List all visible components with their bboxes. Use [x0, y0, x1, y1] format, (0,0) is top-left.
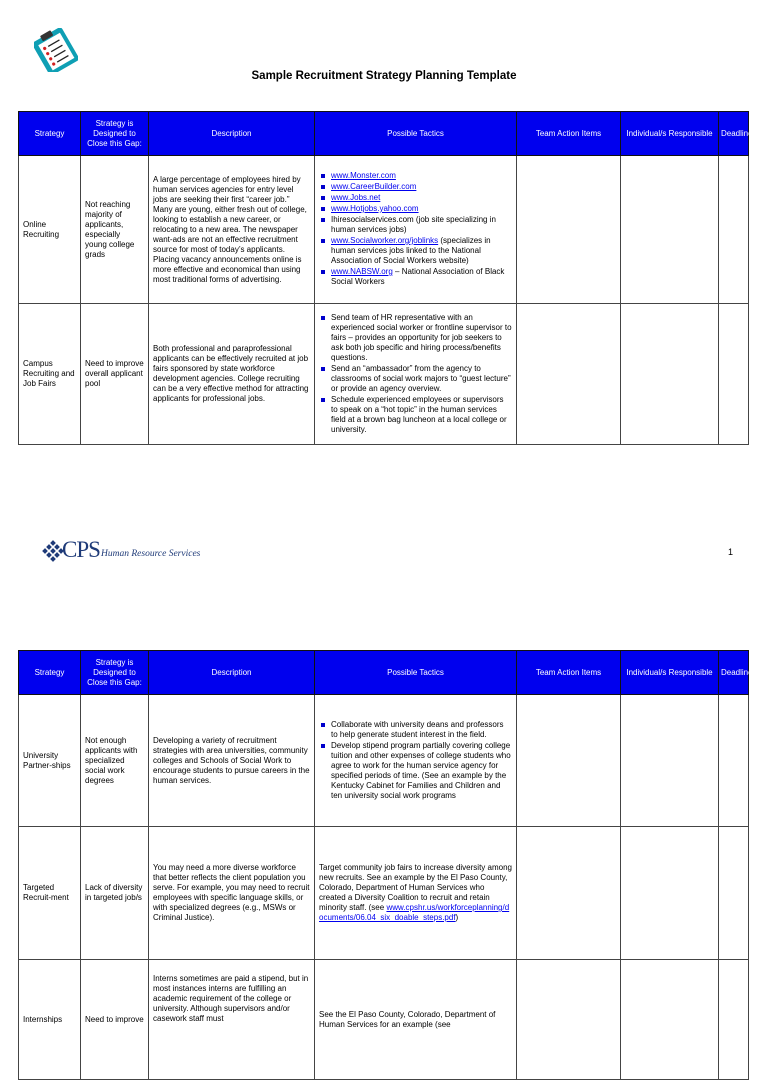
gap-cell: Need to improve	[81, 960, 149, 1080]
tactics-list	[319, 720, 512, 801]
list-item: Schedule experienced employees or supervisors to speak on a “hot topic” in the human services field at a brown bag luncheon at a local college or university.	[319, 395, 512, 435]
header-tactics: Possible Tactics	[315, 112, 517, 156]
tactics-cell	[315, 156, 517, 304]
tactics-list	[319, 313, 512, 435]
description-cell: Developing a variety of recruitment strategies with area universities, community colleges and Schools of Social Work to encourage students to pursue careers in the human services.	[149, 695, 315, 827]
header-team-action-items: Team Action Items	[517, 112, 621, 156]
list-item	[319, 236, 512, 266]
header-individuals-responsible: Individual/s Responsible	[621, 651, 719, 695]
tactic-text: Ihiresocialservices.com (job site specializing in human services jobs)	[331, 215, 496, 234]
list-item	[319, 267, 512, 287]
list-item: Send an “ambassador” from the agency to classrooms of social work majors to “guest lecture” or provide an agency overview.	[319, 364, 512, 394]
tactics-cell	[315, 827, 517, 960]
team-action-cell	[517, 304, 621, 445]
header-description: Description	[149, 651, 315, 695]
team-action-cell	[517, 695, 621, 827]
description-cell: A large percentage of employees hired by human services agencies for entry level jobs are seeking their first “career job.” Many are young, either fresh out of college, looking to establish a new career, or relocating to a new area. The newspaper want-ads are not an effective recruitment source for most of today’s applicants. Placing vacancy announcements online is more effective and economical than using most traditional forms of advertising.	[149, 156, 315, 304]
link-nabsw[interactable]: www.NABSW.org	[331, 267, 393, 276]
link-cpshr-six-doable-steps[interactable]: www.cpshr.us/workforceplanning/documents/06.04_six_doable_steps.pdf	[319, 903, 510, 922]
strategy-cell: Internships	[19, 960, 81, 1080]
individuals-cell	[621, 827, 719, 960]
header-gap: Strategy is Designed to Close this Gap:	[81, 112, 149, 156]
tactic-text: (specializes in human services jobs linked to the National Association of Social Workers website)	[331, 236, 491, 265]
table-row	[19, 304, 749, 445]
gap-cell: Not reaching majority of applicants, especially young college grads	[81, 156, 149, 304]
individuals-cell	[621, 960, 719, 1080]
strategy-cell: Campus Recruiting and Job Fairs	[19, 304, 81, 445]
tactics-cell	[315, 695, 517, 827]
header-description: Description	[149, 112, 315, 156]
table-row	[19, 827, 749, 960]
logo-text: CPS	[62, 537, 100, 562]
description-cell: Both professional and paraprofessional applicants can be effectively recruited at job fairs sponsored by state workforce development agencies. College recruiting can be a very effective method for attracting applicants for professional jobs.	[149, 304, 315, 445]
link-socialworker[interactable]: www.Socialworker.org/joblinks	[331, 236, 439, 245]
header-individuals-responsible: Individual/s Responsible	[621, 112, 719, 156]
deadline-cell	[719, 960, 749, 1080]
gap-cell: Not enough applicants with specialized social work degrees	[81, 695, 149, 827]
list-item	[319, 193, 512, 203]
list-item: Collaborate with university deans and professors to help generate student interest in the field.	[319, 720, 512, 740]
header-strategy: Strategy	[19, 651, 81, 695]
list-item	[319, 182, 512, 192]
tactics-cell	[315, 304, 517, 445]
clipboard-checklist-icon	[34, 28, 78, 72]
tactic-text: )	[455, 913, 459, 922]
deadline-cell	[719, 156, 749, 304]
header-strategy: Strategy	[19, 112, 81, 156]
tactic-text: – National Association of Black Social Workers	[331, 267, 505, 286]
tactics-list	[319, 171, 512, 287]
document-title: Sample Recruitment Strategy Planning Template	[251, 70, 517, 82]
team-action-cell	[517, 960, 621, 1080]
tactics-cell: See the El Paso County, Colorado, Department of Human Services for an example (see	[315, 960, 517, 1080]
deadline-cell	[719, 827, 749, 960]
strategy-table-page-2	[18, 650, 759, 1080]
page-number: 1	[728, 547, 734, 557]
table-row	[19, 156, 749, 304]
individuals-cell	[621, 156, 719, 304]
header-gap: Strategy is Designed to Close this Gap:	[81, 651, 149, 695]
list-item: Develop stipend program partially covering college tuition and other expenses of college students who agree to work for the human service agency for specified periods of time. (See an example by the Kentucky Cabinet for Families and Children and ten university social work programs	[319, 741, 512, 801]
deadline-cell	[719, 304, 749, 445]
cps-logo	[42, 538, 242, 564]
table-header-row	[19, 112, 749, 156]
individuals-cell	[621, 304, 719, 445]
link-careerbuilder[interactable]: www.CareerBuilder.com	[331, 182, 417, 191]
link-jobs-net[interactable]: www.Jobs.net	[331, 193, 381, 202]
header-tactics: Possible Tactics	[315, 651, 517, 695]
individuals-cell	[621, 695, 719, 827]
strategy-cell: Online Recruiting	[19, 156, 81, 304]
link-monster[interactable]: www.Monster.com	[331, 171, 396, 180]
gap-cell: Lack of diversity in targeted job/s	[81, 827, 149, 960]
strategy-cell: Targeted Recruit-ment	[19, 827, 81, 960]
list-item	[319, 171, 512, 181]
table-row	[19, 960, 749, 1080]
header-team-action-items: Team Action Items	[517, 651, 621, 695]
table-row	[19, 695, 749, 827]
list-item	[319, 204, 512, 214]
description-cell: Interns sometimes are paid a stipend, but in most instances interns are fulfilling an academic requirement of the college or university. Although supervisors and/or casework staff must	[149, 960, 315, 1080]
team-action-cell	[517, 156, 621, 304]
deadline-cell	[719, 695, 749, 827]
team-action-cell	[517, 827, 621, 960]
link-hotjobs[interactable]: www.Hotjobs.yahoo.com	[331, 204, 419, 213]
diamond-logo-icon	[42, 540, 64, 562]
strategy-table-page-1	[18, 111, 759, 445]
header-deadlines: Deadline/s	[719, 112, 749, 156]
description-cell: You may need a more diverse workforce that better reflects the client population you serve. For example, you may need to recruit employees with specific language skills, or with specialized degrees (e.g., MSWs or Criminal Justice).	[149, 827, 315, 960]
strategy-cell: University Partner-ships	[19, 695, 81, 827]
list-item: Send team of HR representative with an experienced social worker or frontline supervisor to fairs – provides an opportunity for job seekers to ask both job specific and hiring process/benefits questions.	[319, 313, 512, 363]
list-item	[319, 215, 512, 235]
logo-subtitle: Human Resource Services	[101, 549, 201, 559]
gap-cell: Need to improve overall applicant pool	[81, 304, 149, 445]
tactic-text: Target community job fairs to increase diversity among new recruits. See an example by the El Paso County, Colorado, Department of Human Services who created a Diversity Coalition to recruit and retain minority staff. (see	[319, 863, 512, 912]
table-header-row	[19, 651, 749, 695]
header-deadlines: Deadline/s	[719, 651, 749, 695]
